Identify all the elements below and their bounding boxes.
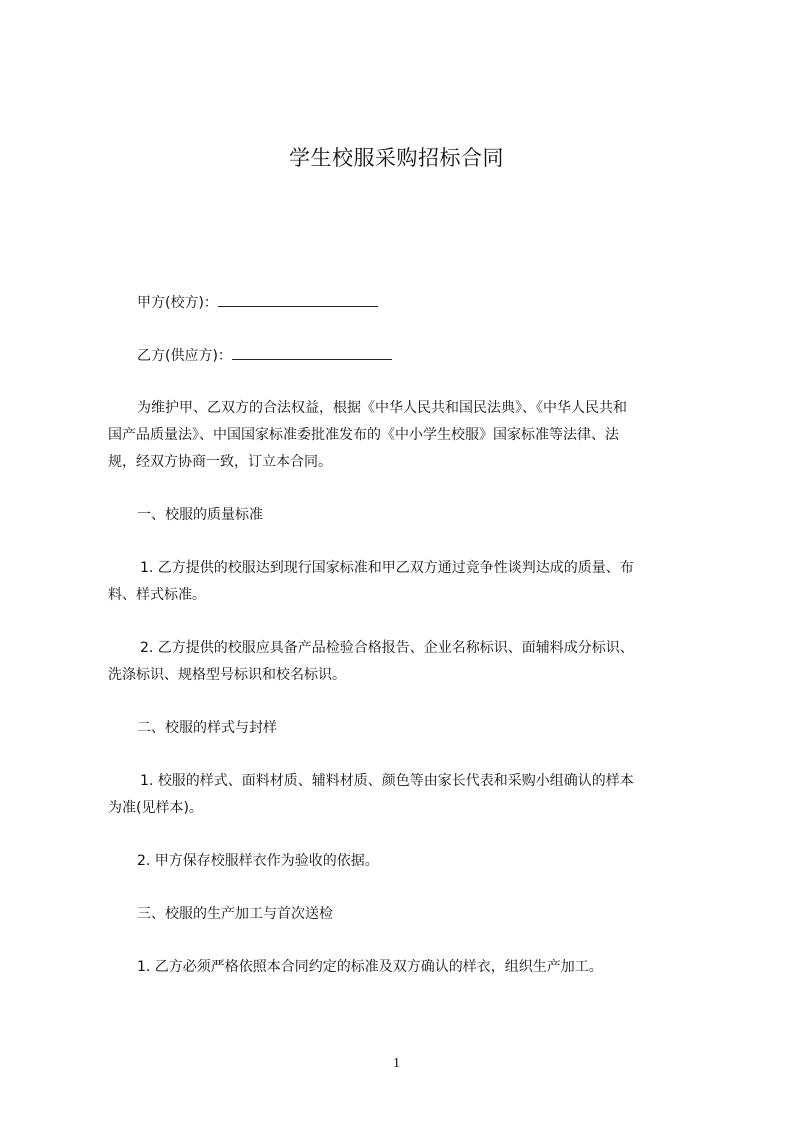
party-b-line — [137, 345, 392, 366]
section1-item1-line-2: 料、样式标准。 — [108, 587, 206, 603]
intro-line-3: 规，经双方协商一致，订立本合同。 — [108, 454, 332, 470]
party-a-blank[interactable] — [218, 292, 378, 307]
party-b-blank[interactable] — [232, 345, 392, 360]
section2-heading: 二、校服的样式与封样 — [137, 720, 277, 736]
section3-heading: 三、校服的生产加工与首次送检 — [137, 906, 333, 922]
page-number: 1 — [393, 1056, 400, 1071]
section1-item2-line-2: 洗涤标识、规格型号标识和校名标识。 — [108, 667, 346, 683]
party-a-line — [137, 292, 378, 313]
section2-item2: 2. 甲方保存校服样衣作为验收的依据。 — [137, 853, 379, 869]
party-a-label: 甲方(校方)： — [137, 295, 218, 311]
section1-heading: 一、校服的质量标准 — [137, 507, 263, 523]
section1-item1-line-1: 1. 乙方提供的校服达到现行国家标准和甲乙双方通过竞争性谈判达成的质量、布 — [140, 560, 634, 576]
party-b-label: 乙方(供应方)： — [137, 348, 232, 364]
document-title: 学生校服采购招标合同 — [289, 146, 504, 170]
intro-line-1: 为维护甲、乙双方的合法权益，根据《中华人民共和国民法典》、《中华人民共和 — [137, 400, 627, 416]
intro-line-2: 国产品质量法》、中国国家标准委批准发布的《中小学生校服》国家标准等法律、法 — [108, 427, 619, 443]
section3-item1: 1. 乙方必须严格依照本合同约定的标准及双方确认的样衣，组织生产加工。 — [137, 959, 603, 975]
section1-item2-line-1: 2. 乙方提供的校服应具备产品检验合格报告、企业名称标识、面辅料成分标识、 — [140, 640, 634, 656]
section2-item1-line-2: 为准(见样本)。 — [108, 800, 203, 816]
section2-item1-line-1: 1. 校服的样式、面料材质、辅料材质、颜色等由家长代表和采购小组确认的样本 — [140, 773, 634, 789]
